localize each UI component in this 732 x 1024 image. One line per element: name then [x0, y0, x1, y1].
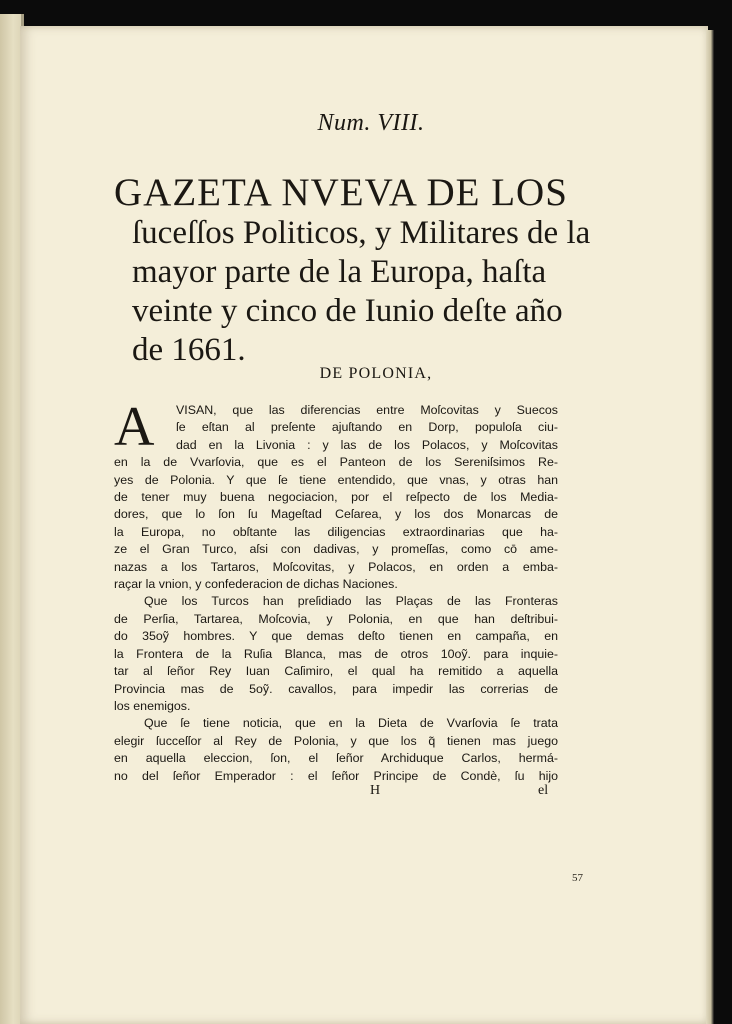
text-line: de tener muy buena negociacion, por el reſpecto de los Media-: [114, 490, 558, 505]
text-line: Que ſe tiene noticia, que en la Dieta de Vvarſovia ſe trata: [144, 716, 558, 731]
title-line: veinte y cinco de Iunio deſte año: [132, 293, 563, 329]
title-line: GAZETA NVEVA DE LOS: [114, 171, 568, 214]
text-line: en la de Vvarſovia, que es el Panteon de los Sereniſsimos Re-: [114, 455, 558, 470]
text-line: do 35oỹ hombres. Y que demas deſto tienen en campaña, en: [114, 629, 558, 644]
catchword: el: [538, 783, 549, 798]
text-line: en aquella eleccion, ſon, el ſeñor Archiduque Carlos, hermá-: [114, 751, 558, 766]
issue-number: Num. VIII.: [317, 110, 425, 136]
text-line: dad en la Livonia : y las de los Polacos, y Moſcovitas: [176, 437, 558, 452]
drop-cap: A: [114, 396, 155, 458]
text-line: la Frontera de la Ruſia Blanca, mas de otros 10oỹ. para inquie-: [114, 646, 558, 661]
text-line: nazas a los Tartaros, Moſcovitas, y Polacos, en orden a emba-: [114, 559, 558, 574]
text-line: elegir ſucceſſor al Rey de Polonia, y que los q̃ tienen mas juego: [114, 733, 558, 748]
text-line: ſe eſtan al preſente ajuſtando en Dorp, populoſa ciu-: [176, 420, 558, 435]
text-line: de Perſia, Tartarea, Moſcovia, y Polonia, en que han deſtribui-: [114, 611, 558, 626]
text-line: dores, que lo ſon ſu Mageſtad Ceſarea, y los dos Monarcas de: [114, 507, 558, 522]
text-line: los enemigos.: [114, 698, 191, 713]
text-line: la Europa, no obſtante las diligencias extraordinarias que ha-: [114, 524, 558, 539]
text-line: no del ſeñor Emperador : el ſeñor Principe de Condè, ſu hijo: [114, 768, 558, 783]
page-number: 57: [572, 872, 583, 884]
title-line: ſuceſſos Politicos, y Militares de la: [132, 215, 591, 251]
signature-mark: H: [370, 783, 381, 798]
article-body: [114, 396, 558, 785]
text-line: Provincia mas de 5oỹ. cavallos, para impedir las correrias de: [114, 681, 558, 696]
text-line: raçar la vnion, y confederacion de dichas Naciones.: [114, 577, 398, 592]
section-heading: DE POLONIA,: [319, 365, 433, 382]
text-line: tar al ſeñor Rey Iuan Caſimiro, el qual ha remitido a aquella: [114, 664, 558, 679]
text-line: VISAN, que las diferencias entre Moſcovitas y Suecos: [176, 403, 558, 417]
text-line: yes de Polonia. Y que ſe tiene entendido, que vnas, y otras han: [114, 472, 558, 487]
page-edge-stack: [706, 30, 714, 1024]
gazette-title: [114, 171, 591, 370]
text-line: ze el Gran Turco, aſsi con dadivas, y promeſſas, como cō ame-: [114, 542, 558, 557]
title-line: mayor parte de la Europa, haſta: [132, 254, 547, 290]
text-line: Que los Turcos han preſidiado las Plaças de las Fronteras: [144, 594, 558, 609]
title-line: de 1661.: [132, 332, 246, 368]
